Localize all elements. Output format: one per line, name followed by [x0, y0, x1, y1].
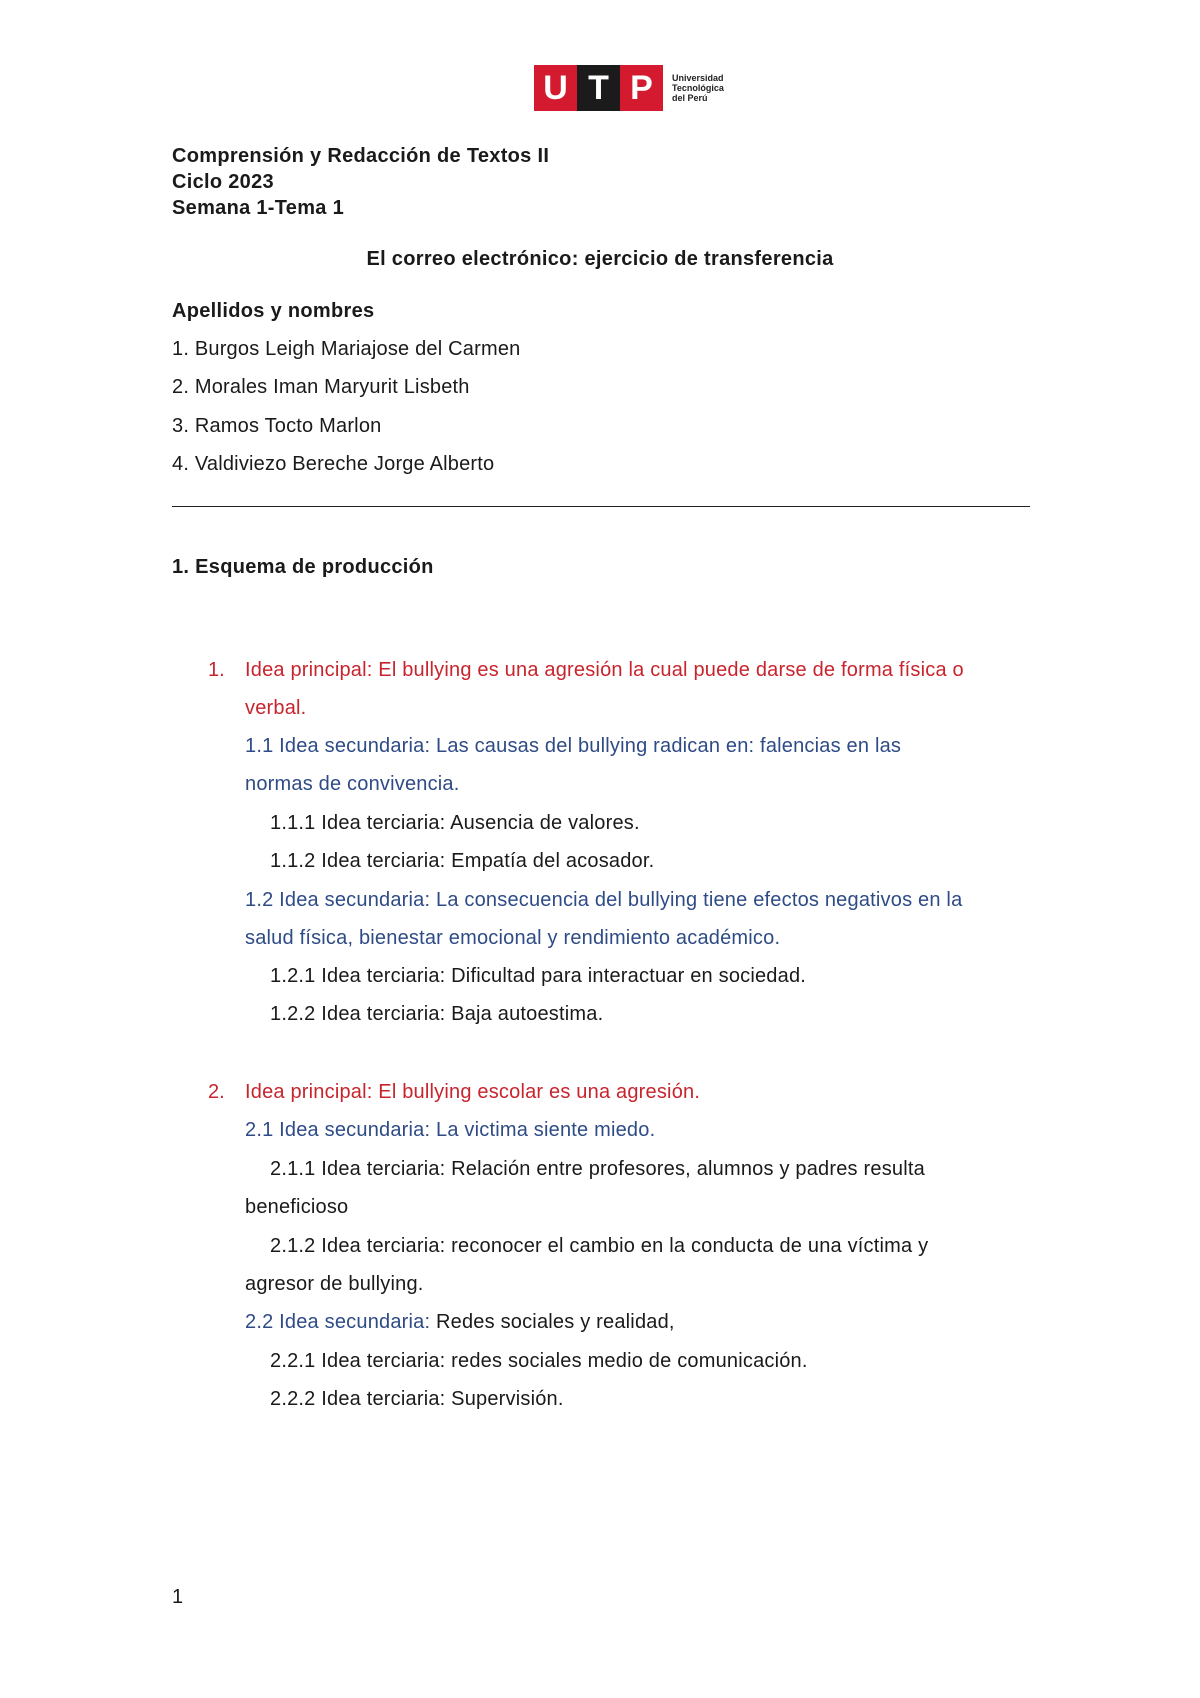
week-topic: Semana 1-Tema 1 [172, 197, 344, 219]
logo-text-line-1: Universidad [672, 73, 724, 83]
item-1-main-idea: Idea principal: El bullying es una agresión la cual puede darse de forma física o [245, 659, 964, 681]
item-2-2-2-tertiary: 2.2.2 Idea terciaria: Supervisión. [270, 1388, 564, 1410]
logo-mark [534, 65, 663, 111]
logo-text-line-3: del Perú [672, 93, 708, 103]
item-2-1-2-tertiary-cont: agresor de bullying. [245, 1273, 424, 1295]
item-1-1-1-tertiary: 1.1.1 Idea terciaria: Ausencia de valores. [270, 812, 640, 834]
item-2-number: 2. [208, 1081, 225, 1103]
item-1-main-idea-cont: verbal. [245, 697, 307, 719]
item-2-1-1-tertiary: 2.1.1 Idea terciaria: Relación entre profesores, alumnos y padres resulta [270, 1158, 925, 1180]
item-1-1-secondary-cont: normas de convivencia. [245, 773, 460, 795]
logo-letter-p: P [630, 68, 653, 107]
item-1-1-secondary: 1.1 Idea secundaria: Las causas del bullying radican en: falencias en las [245, 735, 902, 757]
logo-letter-t: T [577, 65, 620, 111]
item-2-1-secondary: 2.1 Idea secundaria: La victima siente miedo. [245, 1119, 656, 1141]
author-2: 2. Morales Iman Maryurit Lisbeth [172, 376, 470, 398]
item-2-1-1-tertiary-cont: beneficioso [245, 1196, 349, 1218]
utp-logo [534, 65, 724, 111]
logo-text-line-2: Tecnológica [672, 83, 724, 93]
item-2-main-idea: Idea principal: El bullying escolar es una agresión. [245, 1081, 701, 1103]
logo-letter-u: U [543, 68, 568, 107]
section-heading: 1. Esquema de producción [172, 556, 434, 578]
course-name: Comprensión y Redacción de Textos II [172, 145, 550, 167]
document-title: El correo electrónico: ejercicio de transferencia [366, 248, 834, 270]
logo-wordmark [672, 73, 724, 103]
item-1-2-secondary-cont: salud física, bienestar emocional y rendimiento académico. [245, 927, 781, 949]
item-2-2-secondary-text: Redes sociales y realidad, [430, 1311, 675, 1333]
item-1-number: 1. [208, 659, 225, 681]
item-1-2-secondary: 1.2 Idea secundaria: La consecuencia del bullying tiene efectos negativos en la [245, 889, 963, 911]
separator-line [172, 506, 1030, 507]
item-1-2-1-tertiary: 1.2.1 Idea terciaria: Dificultad para interactuar en sociedad. [270, 965, 807, 987]
author-3: 3. Ramos Tocto Marlon [172, 415, 382, 437]
page-number: 1 [172, 1586, 184, 1608]
item-1-1-2-tertiary: 1.1.2 Idea terciaria: Empatía del acosador. [270, 850, 655, 872]
item-2-1-2-tertiary: 2.1.2 Idea terciaria: reconocer el cambio en la conducta de una víctima y [270, 1235, 929, 1257]
author-4: 4. Valdiviezo Bereche Jorge Alberto [172, 453, 495, 475]
author-1: 1. Burgos Leigh Mariajose del Carmen [172, 338, 521, 360]
item-2-2-secondary [245, 1311, 675, 1334]
item-2-2-secondary-label: 2.2 Idea secundaria: [245, 1311, 431, 1333]
authors-heading: Apellidos y nombres [172, 300, 375, 322]
item-1-2-2-tertiary: 1.2.2 Idea terciaria: Baja autoestima. [270, 1003, 604, 1025]
item-2-2-1-tertiary: 2.2.1 Idea terciaria: redes sociales medio de comunicación. [270, 1350, 808, 1372]
cycle: Ciclo 2023 [172, 171, 274, 193]
